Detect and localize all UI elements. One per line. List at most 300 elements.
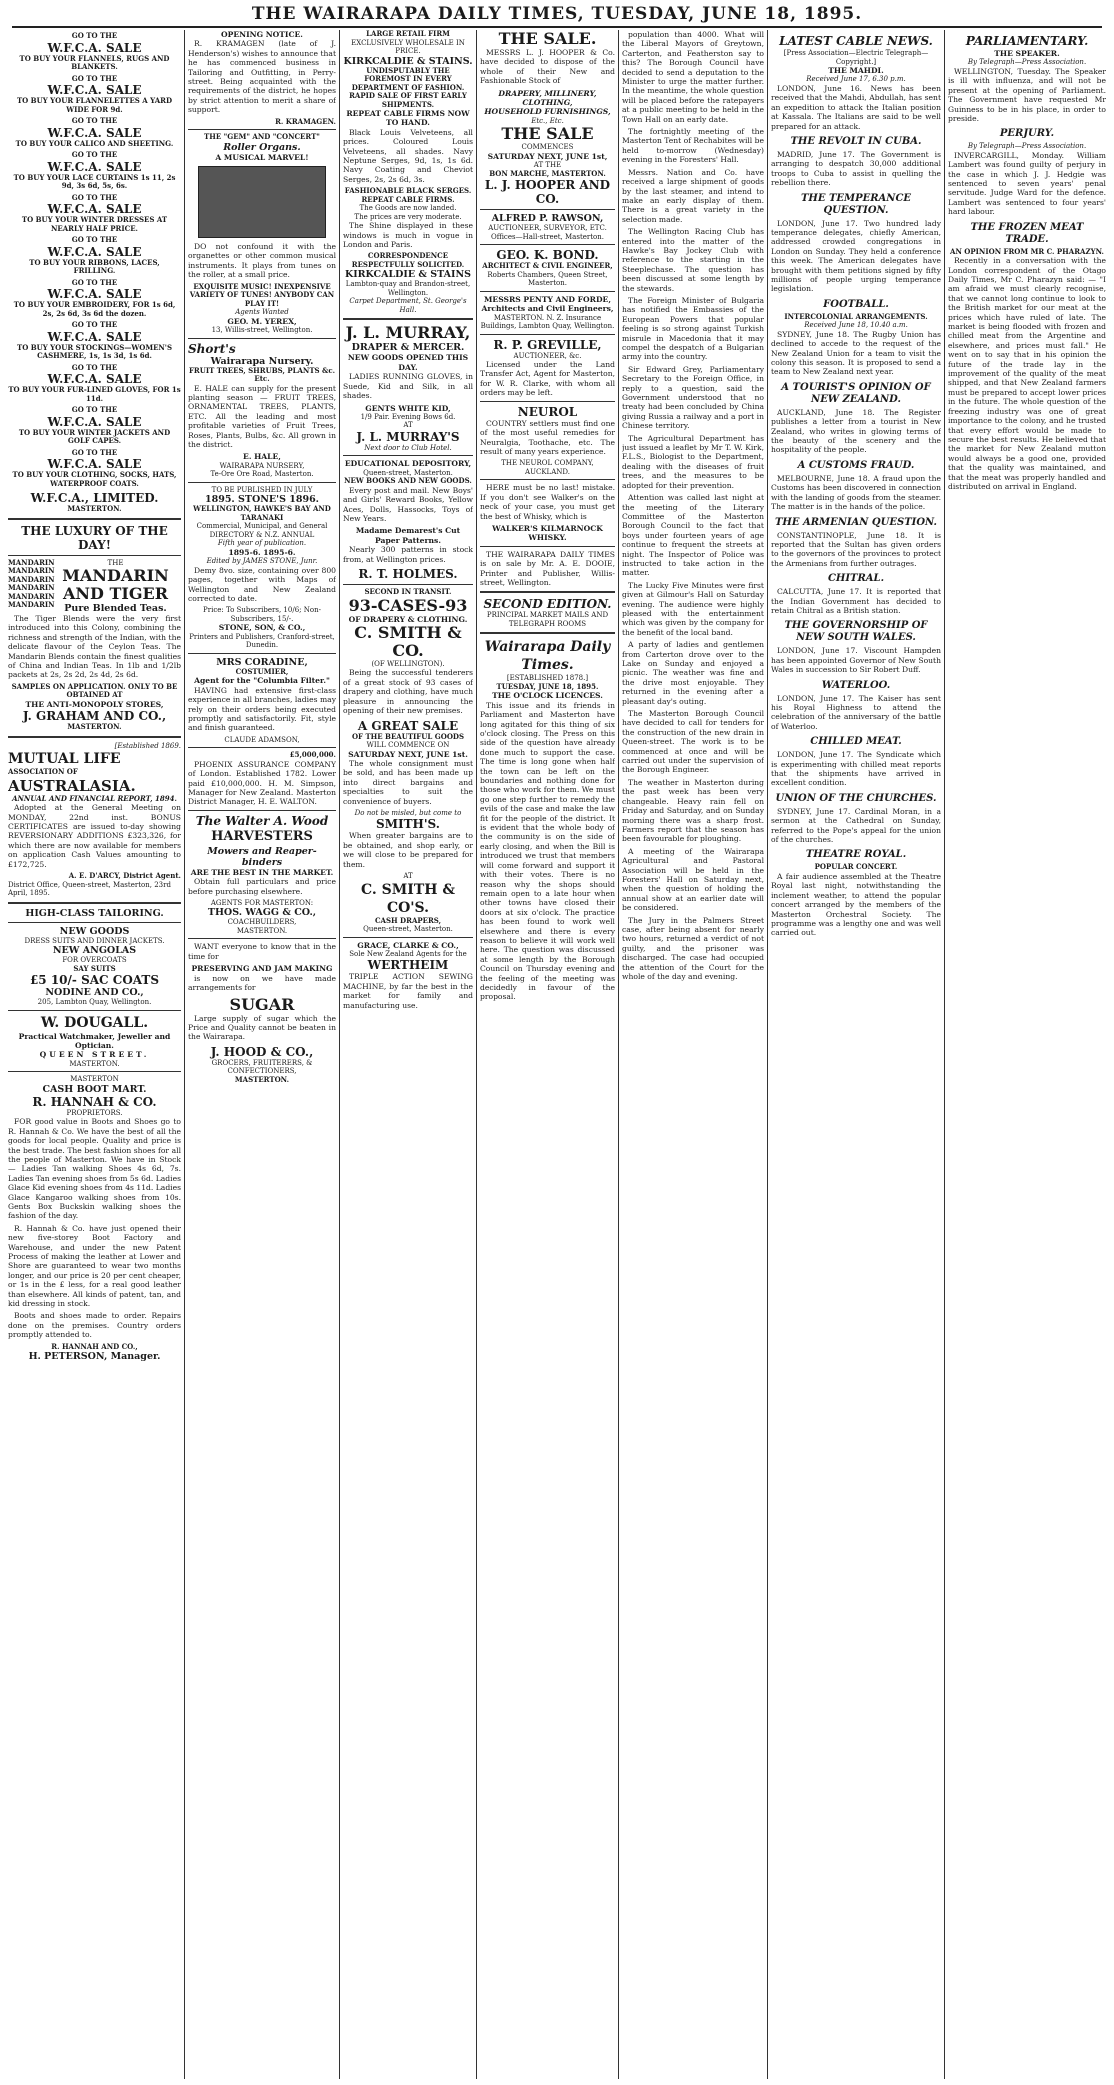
walter-title: The Walter A. Wood [195,813,329,828]
news-item-10: A party of ladies and gentlemen from Carterton drove over to the Lake on Sunday and enjoyed a picnic. The weather was fine and the drive most enjoyable. They returned in the evening after a pleasant day's outing. [622,640,764,706]
wfca-sale-name: W.F.C.A. SALE [47,83,142,97]
column-rule [184,30,185,2079]
wfca-go-to: GO TO THE [71,73,118,83]
wfca-sale-line: TO BUY YOUR FLANNELS, RUGS AND BLANKETS. [19,53,170,71]
tailoring-price: £5 10/- SAC COATS [29,973,160,988]
column-rule [618,30,619,2079]
mahdi-heading: THE MAHDI. [828,66,884,75]
hooper-place: BON MARCHE, MASTERTON. [489,168,606,178]
smith-name2: C. SMITH & CO'S. [361,881,455,916]
greville-sub: AUCTIONEER, &c. [513,351,582,360]
kirk-blacks: FASHIONABLE BLACK SERGES. [344,186,472,196]
mahdi-text: LONDON, June 16. News has been received that the Mahdi, Abdullah, has sent an expedition to attack the Italian position at Kassala. The Italians are said to be well prepared for an attack. [771,83,941,131]
nsw-text: LONDON, June 17. Viscount Hampden has been appointed Governor of New South Wales in succession to Sir Robert Duff. [771,646,941,675]
coradine-name: MRS CORADINE, [216,656,308,668]
hannah-sub: PROPRIETORS. [66,1108,123,1117]
walter-note: Obtain full particulars and price before purchasing elsewhere. [188,877,336,896]
wfca-sale-name: W.F.C.A. SALE [47,329,142,344]
column-1 [8,30,181,2079]
tourist-text: AUCKLAND, June 18. The Register publishes a letter from a tourist in New Zealand, who writes in glowing terms of the beauty of the scenery and the hospitality of the people. [771,407,941,455]
column-rule [476,30,477,2079]
stone-name: STONE, SON, & CO., [218,623,306,633]
speaker-text: WELLINGTON, Tuesday. The Speaker is ill with influenza, and will not be present at the opening of Parliament. The Government have requested Mr Guinness to be in his place, in order to preside. [948,66,1106,123]
kirk-addr: Lambton-quay and Brandon-street, Wellington. [345,280,471,297]
wfca-sale-line: TO BUY YOUR WINTER DRESSES AT NEARLY HALF PRICE. [21,215,168,233]
wfca-sale-item [8,151,181,191]
column-rule [767,30,768,2079]
news-item-9: The Lucky Five Minutes were first given at Gilmour's Hall on Saturday evening. The audience were highly pleased with the entertainment which was given by the company for the benefit of the local band. [622,580,764,637]
smith-doubt: Do not be misled, but come to [354,808,462,817]
wfca-go-to: GO TO THE [71,362,118,372]
hooper-drapery: DRAPERY, MILLINERY, CLOTHING, [498,88,597,108]
perjury-text: INVERCARGILL, Monday. William Lambert was found guilty of perjury in the case in which J. J. Hedgie was sentenced to seven years' penal servitude. Judge Ward for the defence. Lambert was sentenced to four years' hard labour. [948,150,1106,217]
wfca-sale-line: TO BUY YOUR RIBBONS, LACES, FRILLING. [29,257,160,275]
cuba-heading: THE REVOLT IN CUBA. [790,135,922,147]
parliamentary-heading: PARLIAMENTARY. [965,34,1089,48]
wagg-name: THOS. WAGG & CO., [207,907,317,919]
bond-addr: Roberts Chambers, Queen Street, Masterton. [487,270,608,288]
madame-text: Nearly 300 patterns in stock from, at Wellington prices. [343,545,473,564]
edu-addr: Queen-street, Masterton. [363,468,453,477]
wfca-sale-name: W.F.C.A. SALE [47,40,142,55]
mutual-aus: AUSTRALASIA. [8,776,136,795]
mutual-est: [Established 1869. [114,741,181,750]
smith-beautiful: OF THE BEAUTIFUL GOODS [351,731,465,741]
hale-text: E. HALE can supply for the present planting season — FRUIT TREES, ORNAMENTAL TREES, PLANTS, ETC. All the leading and most profitable varieties of Fruit Trees, Roses, Plants, Bulbs, &c. All grown in the district. [188,383,336,450]
column-3 [343,30,473,2079]
news-item-3: Messrs. Nation and Co. have received a large shipment of goods by the last steamer, and intend to make an early display of them. There is a great variety in the selection made. [622,167,764,224]
hooper-sale2: THE SALE [501,124,594,144]
speaker-heading: THE SPEAKER. [994,49,1060,58]
kirk-repeat: REPEAT CABLE FIRMS NOW TO HAND. [346,109,470,128]
mandarin-side-item: MANDARIN [8,583,55,592]
mutual-report: ANNUAL AND FINANCIAL REPORT, 1894. [12,793,177,803]
wfca-sale-name: W.F.C.A. SALE [47,287,142,301]
kirk-arrived: The Goods are now landed. [359,204,457,213]
wfca-sale-name: W.F.C.A. SALE [47,202,142,216]
tailoring-heading: HIGH-CLASS TAILORING. [25,907,164,919]
wfca-sale-line: TO BUY YOUR CLOTHING, SOCKS, HATS, WATERPROOF COATS. [12,470,177,488]
kramagen-sign: R. KRAMAGEN. [275,116,336,126]
mandarin-ad [8,559,181,615]
wfca-go-to: GO TO THE [71,277,118,287]
wertheim-text: TRIPLE ACTION SEWING MACHINE, by far the best in the market for family and manufacturing use. [343,972,473,1010]
news-item-8: Attention was called last night at the meeting of the Literary Committee of the Masterton Borough Council to the fact that boys under fourteen years of age continue to frequent the streets at night. The Inspector of Police was instructed to take action in the matter. [622,493,764,578]
wertheim: WERTHEIM [367,958,449,973]
wfca-go-to: GO TO THE [71,320,118,329]
wfca-go-to: GO TO THE [71,31,118,40]
penty-addr: MASTERTON. N. Z. Insurance Buildings, Lambton Quay, Wellington. [480,313,615,331]
graham-place: MASTERTON. [67,722,122,732]
almanac-ed: Fifth year of publication. [217,539,307,548]
smith-drapery: OF DRAPERY & CLOTHING. [348,614,468,624]
wfca-go-to: GO TO THE [71,235,118,244]
madame: Madame Demarest's Cut Paper Patterns. [355,526,461,545]
kirk-repeat2: REPEAT CABLE FIRMS. [361,194,455,204]
chilled-text: LONDON, June 17. The Syndicate which is experimenting with chilled meat reports that the shipments have arrived in excellent condition. [771,750,941,788]
market: ARE THE BEST IN THE MARKET. [190,867,334,877]
news-item-2: The fortnightly meeting of the Masterton Tent of Rechabites will be held to-morrow (Wednesday) evening in the Foresters' Hall. [622,127,764,165]
wfca-sale-list [8,32,181,488]
rawson-name: ALFRED P. RAWSON, [491,213,604,225]
smith-text3: When greater bargains are to be obtained, and shop early, or we will close to be prepared for them. [343,831,473,869]
almanac-price: Price: To Subscribers, 10/6; Non-Subscribers, 15/-. [203,606,321,623]
kirk-heading: KIRKCALDIE & STAINS. [343,55,473,67]
murray-gents: GENTS WHITE KID, [365,403,451,413]
smith-commence: WILL COMMENCE ON [366,741,450,749]
frozen-heading: THE FROZEN MEAT TRADE. [970,221,1084,245]
murray-name2: J. L. MURRAY'S [356,429,460,444]
wfca-sale-line: TO BUY YOUR WINTER JACKETS AND GOLF CAPES. [18,427,171,445]
cable-heading: LATEST CABLE NEWS. [779,34,933,48]
holmes-name: R. T. HOLMES. [358,567,458,582]
second-sub: PRINCIPAL MARKET MAILS AND TELEGRAPH ROOMS [486,611,609,628]
temperance-text: LONDON, June 17. Two hundred lady temperance delegates, chiefly American, addressed crowded congregations in London on Sunday. They held a conference this week. The American delegates have brought with them petitions signed by fifty millions of people urging temperance legislation. [771,218,941,294]
second-edition: SECOND EDITION. [483,597,612,612]
walter-agents: AGENTS FOR MASTERTON: [210,898,314,907]
murray-addr: Next door to Club Hotel. [364,443,452,452]
intercol-heading: INTERCOLONIAL ARRANGEMENTS. [784,311,928,321]
wfca-sale-item [8,449,181,489]
times-text: THE WAIRARAPA DAILY TIMES is on sale by Mr. A. E. DOOIE, Printer and Publisher, Willis-street, Wellington. [480,549,615,587]
wfca-sale-item [8,406,181,446]
yerex-text: DO not confound it with the organettes or other common musical instruments. It plays from tunes on the roller, at a small price. [188,242,336,280]
coradine-text: HAVING had extensive first-class experience in all branches, ladies may rely on their orders being executed promptly and satisfactorily. Fit, style and finish guaranteed. [188,685,336,733]
exclusively: EXCLUSIVELY WHOLESALE IN PRICE. [351,38,465,55]
cable-sub: [Press Association—Electric Telegraph—Copyright.] [783,49,929,66]
speaker-sub: By Telegraph—Press Association. [967,58,1087,67]
greville-name: R. P. GREVILLE, [493,337,602,352]
hannah-manager: H. PETERSON, Manager. [28,1351,161,1363]
temperance-heading: THE TEMPERANCE QUESTION. [800,192,912,216]
murray-ladies: LADIES RUNNING GLOVES, in Suede, Kid and Silk, in all shades. [343,372,473,401]
chitral-text: CALCUTTA, June 17. It is reported that the Indian Government has decided to retain Chitral as a British station. [771,587,941,615]
hooper-household: HOUSEHOLD FURNISHINGS, [484,107,611,117]
mandarin-title: MANDARIN [62,566,169,585]
yerex-addr: 13, Willis-street, Wellington. [211,326,313,335]
mandarin-side-item: MANDARIN [8,574,55,584]
cuba-text: MADRID, June 17. The Government is arranging to despatch 30,000 additional troops to Cuba to assist in quelling the rebellion there. [771,149,941,188]
wfca-go-to: GO TO THE [71,192,118,202]
wfca-sale-line: TO BUY YOUR EMBROIDERY, FOR 1s 6d, 2s, 2s 6d, 3s 6d the dozen. [13,300,176,318]
hooper-name: L. J. HOOPER AND CO. [484,178,611,207]
smith-at: AT [403,872,413,881]
hooper-commences: COMMENCES [521,143,574,152]
mutual-text: Adopted at the General Meeting on MONDAY, 22nd inst. BONUS CERTIFICATES are issued to-day showing REVERSIONARY ADDITIONS £323,326, for which there are now available for members on application Cash Values amounting to £172,725. [8,803,181,869]
tailoring-say-suits: SAY SUITS [73,963,116,973]
murray-new-goods: NEW GOODS OPENED THIS DAY. [347,353,469,372]
dougall-street: QUEEN STREET. [39,1050,150,1060]
column-7 [948,30,1106,2079]
sugar-heading: SUGAR [229,994,295,1014]
agents-wanted: Agents Wanted [235,308,289,317]
murray-at: AT [403,421,413,430]
hooper-text: MESSRS L. J. HOOPER & Co. have decided to dispose of the whole of their New and Fashionable Stock of [480,48,615,86]
dougall-name: W. DOUGALL. [40,1014,149,1031]
loan-amount: £5,000,000. [289,750,336,760]
hannah-name: R. HANNAH & CO. [32,1094,157,1109]
tailoring-row [8,908,181,1007]
nursery-title: Wairarapa Nursery. [210,355,314,367]
exquisite: EXQUISITE MUSIC! INEXPENSIVE VARIETY OF TUNES! ANYBODY CAN PLAY IT! [189,281,335,308]
edu-books: NEW BOOKS AND NEW GOODS. [344,476,472,486]
mandarin-side-item: MANDARIN [8,600,55,609]
coradine-agent: Agent for the "Columbia Filter." [194,676,330,686]
intercol-date: Received June 18, 10.40 a.m. [804,321,908,330]
graham-name: J. GRAHAM AND CO., [22,709,167,724]
frozen-text: Recently in a conversation with the London correspondent of the Otago Daily Times, Mr C. Pharazyn said: — "I am afraid we must clearly recognise, that we cannot long continue to look to the British market for our meat at the prices which have ruled of late. The market is being flooded with frozen and chilled meat from the Argentine and elsewhere, and prices must fall." He went on to say that in his opinion the future of the trade lay in the improvement of the quality of the meat shipped, and that New Zealand farmers must be prepared to accept lower prices in the future. The whole question of the freezing industry was one of great importance to the colony, and he trusted that every effort would be made to secure the best results. He believed that the market for New Zealand mutton would always be a good one, provided that the quality was maintained, and that the meat was properly handled and distributed on arrival in England. [948,256,1106,491]
wfca-sale-name: W.F.C.A. SALE [47,125,142,140]
smith-name: C. SMITH & CO. [354,622,462,660]
hale-addr: Te-Ore Ore Road, Masterton. [210,470,314,479]
news-item-13: A meeting of the Wairarapa Agricultural and Pastoral Association will be held in the Foresters' Hall on Saturday next, when the question of holding the annual show at an earlier date will be considered. [622,846,764,913]
theatre-heading: THEATRE ROYAL. [805,849,907,861]
wfca-sale-name: W.F.C.A. SALE [47,244,142,259]
times-logo: Wairarapa Daily Times. [484,639,611,674]
column-rule [944,30,945,2079]
mahdi-date: Received June 17, 6.30 p.m. [806,75,906,84]
column-6 [771,30,941,2079]
kirk-depot: Carpet Department, St. George's Hall. [349,297,467,314]
news-item-12: The weather in Masterton during the past week has been very changeable. Heavy rain fell on Friday and Saturday, and on Sunday morning there was a sharp frost. Farmers report that the season has been favourable for ploughing. [622,777,764,844]
mutual-title: MUTUAL LIFE [8,751,121,768]
neurol-heading: NEUROL [517,404,578,419]
rawson-sub: AUCTIONEER, SURVEYOR, ETC. [488,224,607,233]
smith-text: Being the successful tenderers of a great stock of 93 cases of drapery and clothing, have much pleasure in announcing the opening of their new premises. [343,668,473,716]
smith-great: A GREAT SALE [357,718,459,733]
hannah-text2: R. Hannah & Co. have just opened their new five-storey Boot Factory and Warehouse, and under the new Patent Process of making the leather at Lower and Shore are guaranteed to wear two months longer, and our price is 20 per cent cheaper, or 1s in the £ less, for a real good leather than elsewhere. All kinds of patent, tan, and kid dressing in stock. [8,1223,181,1309]
anti-monopoly: THE ANTI-MONOPOLY STORES, [25,699,164,709]
masthead: THE WAIRARAPA DAILY TIMES, TUESDAY, JUNE 18, 1895. [12,4,1102,28]
wfca-go-to: GO TO THE [71,447,118,457]
editorial-body: This issue and its friends in Parliament and Masterton have long agitated for this thing of six o'clock closing. The Press on this side of the question have already done much to support the case. The time is long gone when half the town can be left on the boundaries and nothing done for those who work for them. We must go one step further to remedy the evils of the case and make the law fit for the people of the district. It is evident that the whole body of the community is on the side of early closing, and when the Bill is introduced we trust that members will come forward and support it with their votes. There is no reason why the shops should remain open to a late hour when other towns have closed their doors at six o'clock. The practice has been found to work well elsewhere and there is every reason to believe it will work well here. The question was discussed at some length by the Borough Council on Thursday evening and the feeling of the meeting was decidedly in favour of the proposal. [480,700,615,1002]
murray-name: J. L. MURRAY, [345,323,471,343]
news-item-1: population than 4000. What will the Liberal Mayors of Greytown, Carterton, and Featherston say to this? The Borough Council have decided to send a deputation to the Minister to urge the matter further. In the meantime, the whole question will be placed before the ratepayers at a public meeting to be held in the Town Hall on an early date. [622,30,764,124]
kirk-shine: The Shine displayed in these windows is much in vogue in London and Paris. [343,221,473,250]
tailoring-angolas: NEW ANGOLAS [52,945,137,957]
times-est: [ESTABLISHED 1878.] [506,674,589,683]
almanac-text: Demy 8vo. size, containing over 800 pages, together with Maps of Wellington and New Zealand corrected to date. [188,565,336,603]
churches-text: SYDNEY, June 17. Cardinal Moran, in a sermon at the Cathedral on Sunday, referred to the Pope's appeal for the union of the churches. [771,806,941,845]
wfca-sale-item [8,364,181,404]
news-item-7: The Agricultural Department has just issued a leaflet by Mr T. W. Kirk, F.L.S., Biologist to the Department, dealing with the diseases of fruit trees, and the measures to be adopted for their prevention. [622,433,764,490]
penty-name: MESSRS PENTY AND FORDE, Architects and Civil Engineers, [481,294,614,314]
hannah-sign: R. HANNAH AND CO., [51,1341,138,1351]
waterloo-text: LONDON, June 17. The Kaiser has sent his Royal Highness to attend the celebration of the anniversary of the battle of Waterloo. [771,693,941,731]
wfca-sale-line: TO BUY YOUR CALICO AND SHEETING. [15,138,174,148]
smith-transit: SECOND IN TRANSIT. [364,587,452,597]
news-item-11: The Masterton Borough Council have decided to call for tenders for the construction of the new drain in Queen-street. The work is to be commenced at once and will be carried out under the supervision of the Borough Engineer. [622,709,764,775]
hood-place: MASTERTON. [234,1074,290,1084]
times-date: TUESDAY, JUNE 18, 1895. [496,681,599,691]
almanac-by: Edited by JAMES STONE, Junr. [206,557,318,566]
dougall-trade: Practical Watchmaker, Jeweller and Optician. [18,1031,171,1050]
harvesters: HARVESTERS [211,828,313,844]
neurol-text: COUNTRY settlers must find one of the most useful remedies for Neuralgia, Toothache, etc. The result of many years experience. [480,418,615,456]
nsw-heading: THE GOVERNORSHIP OF NEW SOUTH WALES. [784,620,928,644]
churches-heading: UNION OF THE CHURCHES. [775,792,937,804]
coradine-costumier: COSTUMIER, [235,666,289,676]
customs-heading: A CUSTOMS FRAUD. [797,459,915,471]
perjury-heading: PERJURY. [999,128,1055,140]
mandarin-side-item: MANDARIN [8,566,55,575]
customs-text: MELBOURNE, June 18. A fraud upon the Customs has been discovered in connection with the landing of goods from the steamer. The matter is in the hands of the police. [771,473,941,512]
licences-heading: THE O'CLOCK LICENCES. [492,691,603,701]
news-item-14: The Jury in the Palmers Street case, after being absent for nearly two hours, returned a verdict of not guilty, and the prisoner was discharged. The case had occupied the attention of the Court for the whole of the day and evening. [622,915,764,981]
blended-teas: Pure Blended Teas. [64,603,167,614]
walker-text: HERE must be no last! mistake. If you don't see Walker's on the neck of your case, you must get the best of Whisky, which is [480,483,615,521]
mart-title: CASH BOOT MART. [42,1083,147,1095]
sugar-text2: Large supply of sugar which the Price and Quality cannot be beaten in the Wairarapa. [188,1013,336,1042]
wfca-sale-line: TO BUY YOUR FLANNELETTES A YARD WIDE FOR 9d. [16,96,173,114]
wfca-sale-name: W.F.C.A. SALE [47,159,142,174]
hood-name: J. HOOD & CO., [210,1044,314,1059]
coradine-addr: CLAUDE ADAMSON, [224,735,300,744]
mandarin-the: THE [107,558,124,567]
wfca-go-to: GO TO THE [71,150,118,159]
news-item-4: The Wellington Racing Club has entered into the matter of the Hawke's Bay Jockey Club with reference to the starting in the Steeplechase. The question has been discussed at some length by the stewards. [622,227,764,293]
mandarin-side-item: MANDARIN [8,591,55,601]
wfca-sale-item [8,279,181,319]
walker-name: WALKER'S KILMARNOCK WHISKY. [492,523,603,543]
murray-draper: DRAPER & MERCER. [351,342,465,354]
wfca-go-to: GO TO THE [71,116,118,125]
wfca-sale-name: W.F.C.A. SALE [47,457,142,471]
tailoring-dress: DRESS SUITS AND DINNER JACKETS. [24,936,165,945]
column-5 [622,30,764,2079]
wfca-sale-item [8,117,181,148]
nodine-addr: 205, Lambton Quay, Wellington. [37,998,152,1007]
kirk-goods: Black Louis Velveteens, all prices. Coloured Louis Velveteens, all shades. Navy Neptune Serges, 9d, 1s, 1s 6d. Navy Coating and Cheviot Serges, 2s, 2s 6d, 3s. [343,127,473,184]
kirk-rapid: RAPID SALE OF FIRST EARLY SHIPMENTS. [349,91,467,109]
mutual-assoc: ASSOCIATION OF [8,767,78,777]
mutual-sign: A. E. D'ARCY, District Agent. [68,871,181,881]
waterloo-heading: WATERLOO. [821,679,891,691]
wfca-sale-item [8,194,181,234]
hooper-saturday: SATURDAY NEXT, JUNE 1st, [487,151,608,161]
kirk-name: KIRKCALDIE & STAINS [344,269,472,281]
opening-heading: OPENING NOTICE. [221,30,303,39]
hannah-text: FOR good value in Boots and Shoes go to R. Hannah & Co. We have the best of all the goods for local people. Quality and price is the best trade. The best fashion shoes for all the people of Masterton. We have in Stock — Ladies Tan walking Shoes 4s 6d, 7s. Ladies Tan evening shoes from 5s 6d. Ladies Glace Kid evening shoes from 4s 11d. Ladies Glace Kangaroo walking shoes from 10s. Gents Box Buckskin walking shoes the fashion of the day. [8,1117,181,1221]
luxury-heading: THE LUXURY OF THE DAY! [21,523,168,552]
column-rule [339,30,340,2079]
grace-sub: Sole New Zealand Agents for the [349,949,467,958]
wfca-sale-name: W.F.C.A. SALE [47,414,142,429]
wfca-sale-line: TO BUY YOUR LACE CURTAINS 1s 11, 2s 9d, 3s 6d, 5s, 6s. [13,172,176,190]
theatre-text: A fair audience assembled at the Theatre Royal last night, notwithstanding the inclement weather, to attend the popular concert arranged by the members of the Masterton Orchestral Society. The programme was a lengthy one and was well carried out. [771,871,941,938]
large-firm: LARGE RETAIL FIRM [366,30,450,38]
bond-sub: ARCHITECT & CIVIL ENGINEER, [482,261,613,271]
kramagen-text: R. KRAMAGEN (late of J. Henderson's) wishes to announce that he has commenced business in Tailoring and Outfitting, in Perry-street. Being acquainted with the requirements of the district, he hopes by strict attention to merit a share of support. [188,39,336,115]
tailoring-new-goods: NEW GOODS [59,925,130,937]
stone-sub: Printers and Publishers, Cranford-street, Dunedin. [189,632,335,650]
wfca-sale-name: W.F.C.A. SALE [47,372,142,386]
hood-sub: GROCERS, FRUITERERS, & CONFECTIONERS, [211,1058,313,1076]
musical-marvel: A MUSICAL MARVEL! [215,152,309,162]
shorts-logo: Short's [188,341,236,356]
smith-saturday: SATURDAY NEXT, JUNE 1st. [348,749,468,759]
gem-heading: THE "GEM" AND "CONCERT" [204,132,320,142]
opinion-heading: AN OPINION FROM MR C. PHARAZYN. [950,246,1104,256]
news-item-5: The Foreign Minister of Bulgaria has notified the Embassies of the European Powers that popular feeling is so strong against Turkish misrule in Macedonia that it may compel the despatch of a Bulgarian army into the country. [622,295,764,362]
smith-cases: 93-CASES-93 [348,595,468,615]
popular-concert: POPULAR CONCERT. [814,862,898,872]
edu-heading: EDUCATIONAL DEPOSITORY, [344,459,472,469]
tiger-title: AND TIGER [62,584,169,603]
wfca-go-to: GO TO THE [71,405,118,414]
almanac-years: 1895. STONE'S 1896. [204,494,319,506]
want-text: WANT everyone to know that in the time for [188,942,336,961]
neurol-agent: THE NEUROL COMPANY, AUCKLAND. [501,459,594,476]
wfca-sale-item [8,32,181,72]
tourist-heading: A TOURIST'S OPINION OF NEW ZEALAND. [781,381,931,405]
wfca-sale-item [8,75,181,115]
football-text: SYDNEY, June 18. The Rugby Union has declined to accede to the request of the New Zealand Union for a team to visit the colony this season. It is proposed to send a team to New Zealand next year. [771,329,941,377]
armenian-heading: THE ARMENIAN QUESTION. [774,516,938,528]
column-4 [480,30,615,2079]
smith-cash-addr: Queen-street, Masterton. [363,925,453,934]
almanac-title: WELLINGTON, HAWKE'S BAY AND TARANAKI [193,504,331,522]
chilled-heading: CHILLED MEAT. [810,736,902,748]
column-2 [188,30,336,2079]
almanac-pre: TO BE PUBLISHED IN JULY [211,485,313,494]
preserving: PRESERVING AND JAM MAKING [191,964,333,974]
sugar-text: is now on we have made arrangements for [188,973,336,993]
hale-sub: WAIRARAPA NURSERY, [219,461,305,470]
kirk-corres: CORRESPONDENCE RESPECTFULLY SOLICITED. [351,251,465,269]
nodine-name: NODINE AND CO., [45,987,144,999]
nursery-text: FRUIT TREES, SHRUBS, PLANTS &c. Etc. [188,365,336,384]
wagg-place: MASTERTON. [236,926,288,935]
perjury-sub: By Telegraph—Press Association. [967,142,1087,151]
hale-name: E. HALE, [243,452,281,462]
dougall-place: MASTERTON. [69,1059,120,1068]
wagg-sub: COACHBUILDERS, [227,918,297,927]
wfca-sale-line: TO BUY YOUR STOCKINGS—WOMEN'S CASHMERE, 1s, 1s 3d, 1s 6d. [16,342,172,360]
hannah-text3: Boots and shoes made to order. Repairs done on the premises. Country orders promptly attended to. [8,1311,181,1340]
wfca-limited: W.F.C.A., LIMITED. [30,491,159,505]
kirk-prices: The prices are very moderate. [354,212,462,221]
samples-line: SAMPLES ON APPLICATION. ONLY TO BE OBTAINED AT [11,681,178,700]
almanac-sub: Commercial, Municipal, and General DIRECTORY & N.Z. ANNUAL [196,522,328,539]
kirk-foremost: UNDISPUTABLY THE FOREMOST IN EVERY DEPARTMENT OF FASHION. [351,65,465,92]
roller-organs: Roller Organs. [223,141,301,153]
hooper-sale-heading: THE SALE. [498,30,597,48]
mowers: Mowers and Reaper-binders [207,845,317,868]
smith-smiths: SMITH'S. [376,817,440,832]
grace-name: GRACE, CLARKE & CO., [357,940,459,950]
organ-engraving-icon [198,166,326,238]
mart-place: MASTERTON [70,1075,119,1084]
wfca-place: MASTERTON. [67,504,122,513]
phoenix-text: PHOENIX ASSURANCE COMPANY of London. Established 1782. Lower paid £10,000,000. H. M. Simpson, Manager for New Zealand. Masterton District Manager, H. E. WALTON. [188,759,336,807]
edu-books-text: Every post and mail. New Boys' and Girls' Reward Books, Yellow Aces, Dolls, Hassocks, Toys of New Years. [343,485,473,524]
news-item-6: Sir Edward Grey, Parliamentary Secretary to the Foreign Office, in reply to a question, said the Government understood that no treaty had been concluded by China giving Russia a railway and a port in Chinese territory. [622,364,764,431]
hooper-etc: Etc., Etc. [531,116,564,125]
armenian-text: CONSTANTINOPLE, June 18. It is reported that the Sultan has given orders to the governors of the provinces to protect the Armenians from further outrages. [771,530,941,568]
wfca-sale-line: TO BUY YOUR FUR-LINED GLOVES, FOR 1s 11d. [8,385,181,403]
football-heading: FOOTBALL. [823,298,889,310]
wfca-sale-item [8,236,181,276]
smith-text2: The whole consignment must be sold, and has been made up into direct bargains and specialties to suit the convenience of buyers. [343,758,473,806]
tea-text: The Tiger Blends were the very first introduced into this Colony, combining the richness and strength of the Indian, with the delicate flavour of the Ceylon Teas. The Mandarin Blends contain the finest qualities of China and Indian Teas. In 1lb and 1/2lb packets at 2s, 2s 2d, 2s 4d, 2s 6d. [8,614,181,680]
almanac-years2: 1895-6. 1895-6. [228,547,296,557]
tailoring-overcoats: FOR OVERCOATS [62,956,127,965]
smith-sub: (OF WELLINGTON). [371,659,445,668]
bond-name: GEO. K. BOND. [496,248,599,263]
wfca-sale-item [8,321,181,361]
mandarin-side-list [8,557,55,615]
